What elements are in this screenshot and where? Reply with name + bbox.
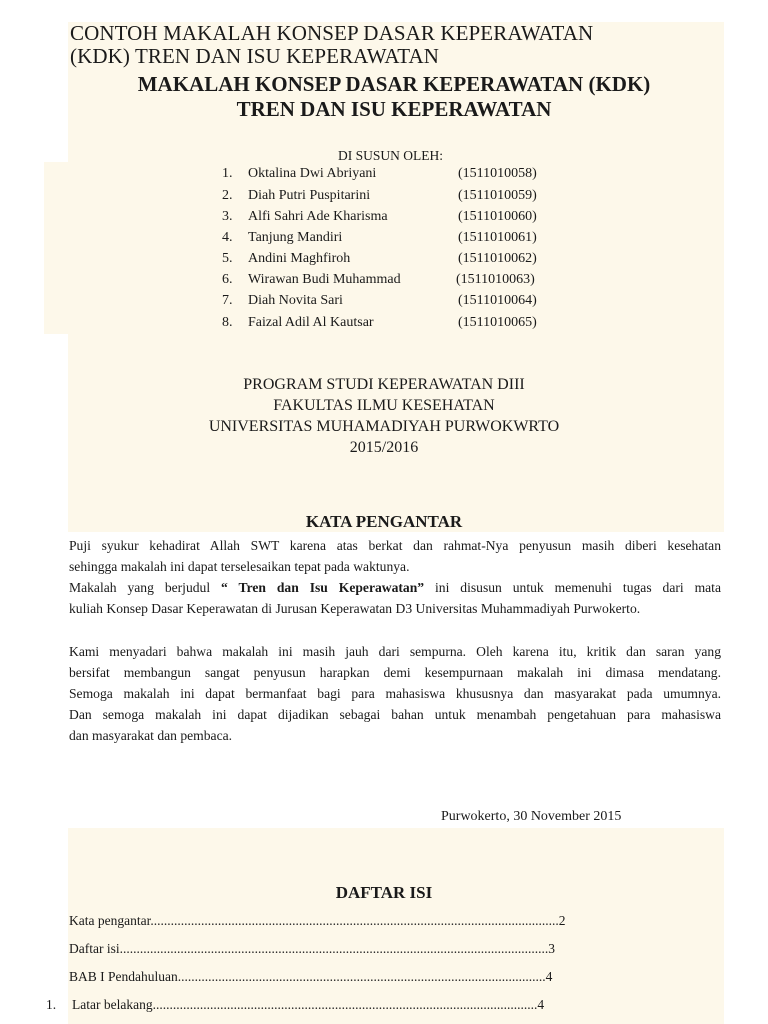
document-heading-line-2: (KDK) TREN DAN ISU KEPERAWATAN (70, 44, 440, 68)
toc-entry-page: 3 (548, 941, 555, 956)
toc-entry-label: BAB I Pendahuluan (69, 969, 178, 984)
author-name: Oktalina Dwi Abriyani (248, 166, 377, 181)
toc-leader: ............................................................................................................................... (119, 941, 549, 956)
university-name: UNIVERSITAS MUHAMADIYAH PURWOKWRTO (208, 418, 560, 435)
academic-year: 2015/2016 (349, 439, 419, 456)
paragraph-line (69, 577, 721, 598)
author-number: 3. (222, 209, 233, 224)
toc-leader: .................................................................................................................. (152, 997, 538, 1012)
toc-entry[interactable] (69, 941, 647, 957)
author-nim: (1511010058) (458, 166, 537, 181)
paragraph-line: Puji syukur kehadirat Allah SWT karena atas berkat dan rahmat-Nya penyusun masih diberi kesehatan (69, 538, 721, 553)
toc-entry-page: 4 (545, 969, 553, 984)
document-heading-line-1: CONTOH MAKALAH KONSEP DASAR KEPERAWATAN (70, 21, 594, 45)
document-heading (70, 22, 710, 68)
author-name: Andini Maghfiroh (248, 251, 351, 266)
author-number: 4. (222, 230, 233, 245)
document-title-emphasis: “ Tren dan Isu Keperawatan” (221, 580, 425, 595)
author-name: Diah Putri Puspitarini (248, 188, 371, 203)
preface-paragraph-2 (69, 577, 721, 619)
author-name: Alfi Sahri Ade Kharisma (248, 209, 388, 224)
author-number: 5. (222, 251, 233, 266)
author-nim: (1511010064) (458, 293, 537, 308)
paragraph-line: bersifat membangun sangat penyusun harapkan demi kesempurnaan makalah ini dimasa mendatang. (69, 665, 721, 680)
paragraph-line: sehingga makalah ini dapat terselesaikan tepat pada waktunya. (69, 559, 410, 574)
author-nim: (1511010065) (458, 315, 537, 330)
toc-entry-page: 4 (537, 997, 545, 1012)
author-nim: (1511010059) (458, 188, 537, 203)
author-name: Faizal Adil Al Kautsar (248, 315, 374, 330)
toc-entry[interactable] (72, 997, 602, 1013)
toc-leader: ......................................................................................................................... (150, 913, 559, 928)
authors-label: DI SUSUN OLEH: (338, 148, 444, 163)
toc-entry-label: Kata pengantar (69, 913, 151, 928)
preface-paragraph-1 (69, 535, 721, 577)
toc-entry-page: 2 (558, 913, 566, 928)
toc-leader: ............................................................................................................. (177, 969, 546, 984)
paragraph-line: Semoga makalah ini dapat bermanfaat bagi para mahasiswa khususnya dan masyarakat pada umumnya. (69, 686, 721, 701)
faculty-name: FAKULTAS ILMU KESEHATAN (273, 397, 495, 414)
author-nim: (1511010060) (458, 209, 537, 224)
author-number: 7. (222, 293, 233, 308)
author-number: 2. (222, 188, 233, 203)
toc-entry-label: Latar belakang (72, 997, 153, 1012)
author-number: 6. (222, 272, 233, 287)
paragraph-text: ini disusun untuk memenuhi tugas dari mata (435, 580, 721, 595)
program-name: PROGRAM STUDI KEPERAWATAN DIII (243, 376, 525, 393)
author-number: 1. (222, 166, 233, 181)
author-nim: (1511010063) (456, 272, 535, 287)
paragraph-text: Makalah yang berjudul (69, 580, 211, 595)
toc-entry[interactable] (69, 913, 645, 929)
paragraph-line: kuliah Konsep Dasar Keperawatan di Jurusan Keperawatan D3 Universitas Muhammadiyah Purwokerto. (69, 601, 641, 616)
main-title-line-1: MAKALAH KONSEP DASAR KEPERAWATAN (KDK) (137, 72, 651, 96)
author-name: Wirawan Budi Muhammad (248, 272, 401, 287)
paragraph-line: Dan semoga makalah ini dapat dijadikan sebagai bahan untuk menambah pengetahuan para mahasiswa (69, 707, 721, 722)
paragraph-line: dan masyarakat dan pembaca. (69, 728, 233, 743)
preface-title: KATA PENGANTAR (305, 512, 463, 531)
paragraph-line: Kami menyadari bahwa makalah ini masih jauh dari sempurna. Oleh karena itu, kritik dan saran yang (69, 644, 721, 659)
author-name: Diah Novita Sari (248, 293, 343, 308)
preface-paragraph-3 (69, 641, 721, 746)
main-title-line-2: TREN DAN ISU KEPERAWATAN (236, 97, 552, 121)
toc-entry[interactable] (69, 969, 647, 985)
place-date: Purwokerto, 30 November 2015 (441, 809, 622, 824)
toc-entry-label: Daftar isi (69, 941, 120, 956)
page-band-authors (44, 162, 724, 334)
author-nim: (1511010061) (458, 230, 537, 245)
toc-entry-number: 1. (46, 997, 57, 1012)
toc-title: DAFTAR ISI (335, 883, 433, 902)
author-number: 8. (222, 315, 233, 330)
author-name: Tanjung Mandiri (248, 230, 343, 245)
author-nim: (1511010062) (458, 251, 537, 266)
